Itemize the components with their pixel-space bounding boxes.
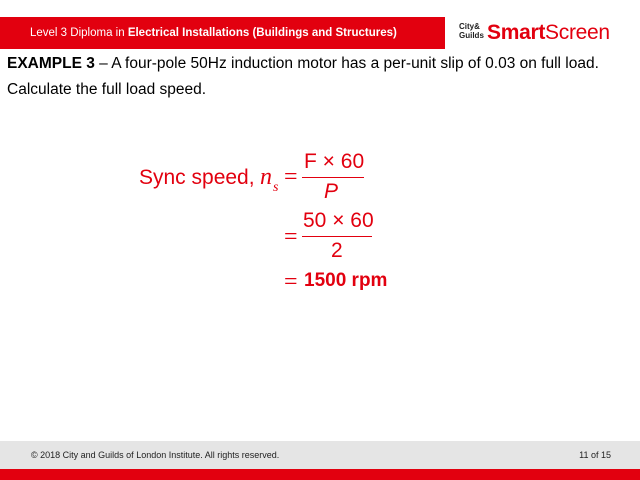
city-guilds-line2: Guilds (459, 31, 484, 40)
course-title-bold: Electrical Installations (Buildings and Structures) (127, 27, 397, 39)
footer-accent-bar (0, 469, 640, 480)
equals-sign-2: = (284, 224, 298, 250)
brand-part1: Smart (487, 21, 546, 44)
equals-sign-1: = (284, 164, 298, 190)
course-title-prefix: Level 3 Diploma in (30, 27, 128, 39)
page-of: of (588, 450, 601, 460)
fraction-bar-2 (302, 236, 372, 237)
sync-speed-label: Sync speed, (139, 166, 255, 189)
page-current: 11 (579, 450, 589, 460)
city-guilds-line1: City& (459, 22, 480, 31)
denominator-values: 2 (331, 239, 343, 262)
equals-sign-3: = (284, 269, 298, 295)
brand-part2: Screen (545, 21, 610, 44)
example-label: EXAMPLE 3 (7, 55, 95, 72)
copyright-notice: © 2018 City and Guilds of London Institute. All rights reserved. (31, 450, 280, 460)
example-text: – A four-pole 50Hz induction motor has a per-unit slip of 0.03 on full load. Calculate the full load speed. (7, 55, 599, 98)
numerator-formula: F × 60 (304, 150, 365, 173)
footer-bar (0, 441, 640, 469)
page-number (579, 441, 611, 469)
symbol-n: n (260, 164, 272, 190)
denominator-formula: P (324, 180, 339, 203)
result-value: 1500 rpm (304, 270, 388, 291)
symbol-n-subscript: s (273, 180, 279, 195)
page-total: 15 (600, 450, 611, 460)
numerator-values: 50 × 60 (303, 209, 374, 232)
fraction-bar-1 (302, 177, 364, 178)
